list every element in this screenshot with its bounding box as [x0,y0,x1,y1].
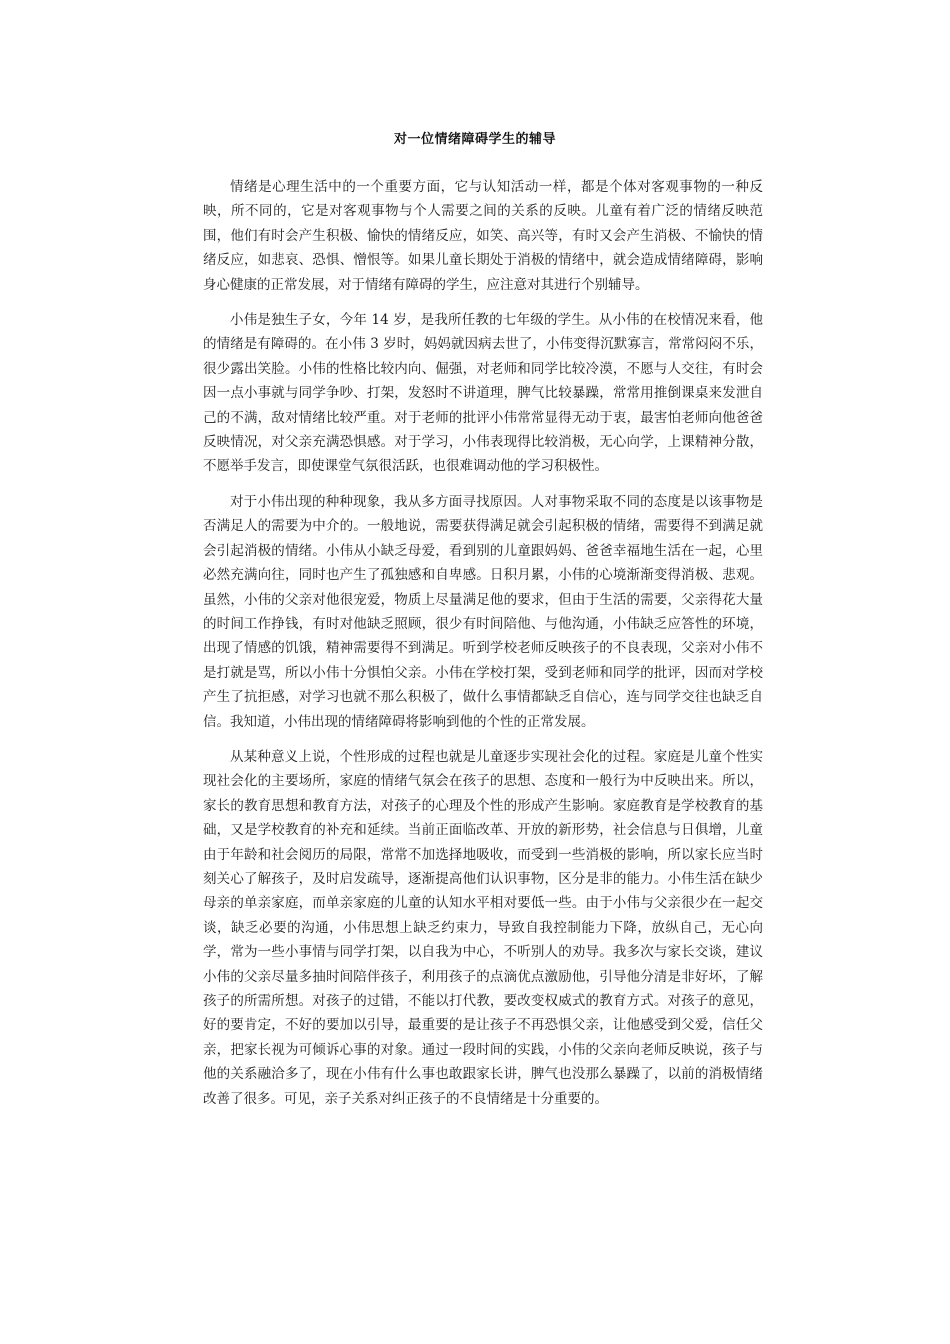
paragraph-1: 情绪是心理生活中的一个重要方面，它与认知活动一样，都是个体对客观事物的一种反映，所不同的，它是对客观事物与个人需要之间的关系的反映。儿童有着广泛的情绪反映范围，他们有时会产生积极、愉快的情绪反应，如笑、高兴等，有时又会产生消极、不愉快的情绪反应，如悲哀、恐惧、憎恨等。如果儿童长期处于消极的情绪中，就会造成情绪障碍，影响身心健康的正常发展，对于情绪有障碍的学生，应注意对其进行个别辅导。 [203,179,763,293]
document-title: 对一位情绪障碍学生的辅导 [393,132,556,147]
paragraph-3: 对于小伟出现的种种现象，我从多方面寻找原因。人对事物采取不同的态度是以该事物是否满足人的需要为中介的。一般地说，需要获得满足就会引起积极的情绪，需要得不到满足就会引起消极的情绪。小伟从小缺乏母爱，看到别的儿童跟妈妈、爸爸幸福地生活在一起，心里必然充满向往，同时也产生了孤独感和自卑感。日积月累，小伟的心境渐渐变得消极、悲观。虽然，小伟的父亲对他很宠爱，物质上尽量满足他的要求，但由于生活的需要，父亲得花大量的时间工作挣钱，有时对他缺乏照顾，很少有时间陪他、与他沟通，小伟缺乏应答性的环境，出现了情感的饥饿，精神需要得不到满足。听到学校老师反映孩子的不良表现，父亲对小伟不是打就是骂，所以小伟十分惧怕父亲。小伟在学校打架，受到老师和同学的批评，因而对学校产生了抗拒感，对学习也就不那么积极了，做什么事情都缺乏自信心，连与同学交往也缺乏自信。我知道，小伟出现的情绪障碍将影响到他的个性的正常发展。 [203,493,763,730]
paragraph-4: 从某种意义上说，个性形成的过程也就是儿童逐步实现社会化的过程。家庭是儿童个性实现社会化的主要场所，家庭的情绪气氛会在孩子的思想、态度和一般行为中反映出来。所以，家长的教育思想和教育方法，对孩子的心理及个性的形成产生影响。家庭教育是学校教育的基础，又是学校教育的补充和延续。当前正面临改革、开放的新形势，社会信息与日俱增，儿童由于年龄和社会阅历的局限，常常不加选择地吸收，而受到一些消极的影响，所以家长应当时刻关心了解孩子，及时启发疏导，逐渐提高他们认识事物，区分是非的能力。小伟生活在缺少母亲的单亲家庭，而单亲家庭的儿童的认知水平相对要低一些。由于小伟与父亲很少在一起交谈，缺乏必要的沟通，小伟思想上缺乏约束力，导致自我控制能力下降，放纵自己，无心向学，常为一些小事情与同学打架，以自我为中心，不听别人的劝导。我多次与家长交谈，建议小伟的父亲尽量多抽时间陪伴孩子，利用孩子的点滴优点激励他，引导他分清是非好坏，了解孩子的所需所想。对孩子的过错，不能以打代教，要改变权威式的教育方式。对孩子的意见，好的要肯定，不好的要加以引导，最重要的是让孩子不再恐惧父亲，让他感受到父爱，信任父亲，把家长视为可倾诉心事的对象。通过一段时间的实践，小伟的父亲向老师反映说，孩子与他的关系融洽多了，现在小伟有什么事也敢跟家长讲，脾气也没那么暴躁了，以前的消极情绪改善了很多。可见，亲子关系对纠正孩子的不良情绪是十分重要的。 [203,748,763,1107]
paragraph-2: 小伟是独生子女，今年 14 岁，是我所任教的七年级的学生。从小伟的在校情况来看，他的情绪是有障碍的。在小伟 3 岁时，妈妈就因病去世了，小伟变得沉默寡言，常常闷闷不乐，很少露出笑脸。小伟的性格比较内向、倔强，对老师和同学比较冷漠，不愿与人交往，有时会因一点小事就与同学争吵、打架，发怒时不讲道理，脾气比较暴躁，常常用推倒课桌来发泄自己的不满，敌对情绪比较严重。对于老师的批评小伟常常显得无动于衷，最害怕老师向他爸爸反映情况，对父亲充满恐惧感。对于学习，小伟表现得比较消极，无心向学，上课精神分散，不愿举手发言，即使课堂气氛很活跃，也很难调动他的学习积极性。 [203,312,763,475]
document-body [203,175,763,1122]
